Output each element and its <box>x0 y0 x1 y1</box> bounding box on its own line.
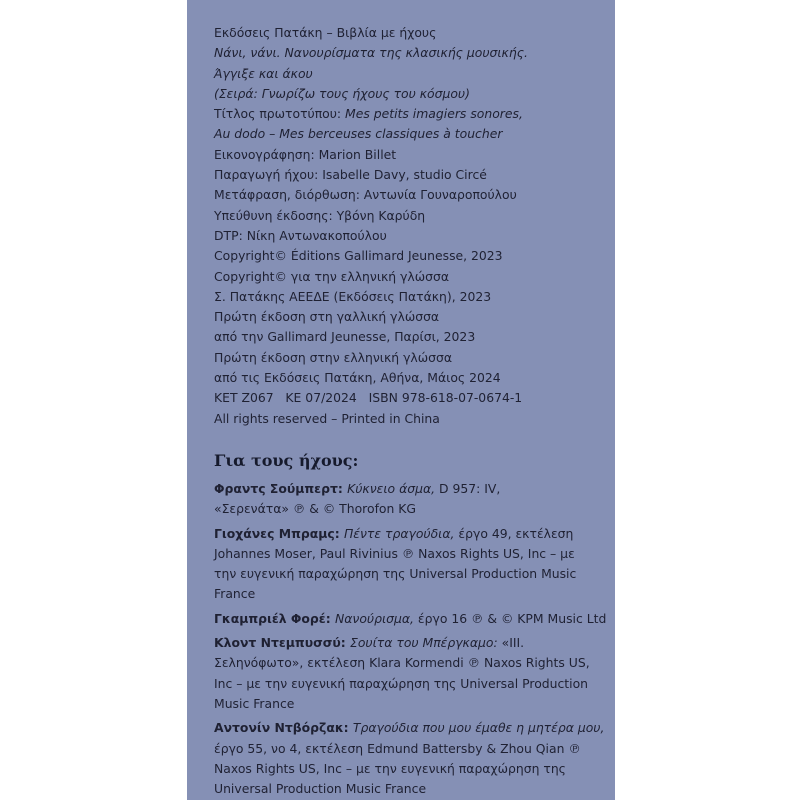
illustration-credit: Εικονογράφηση: Marion Billet <box>214 146 397 162</box>
sound-credit-entry <box>214 609 605 629</box>
sound-credit-entry <box>214 633 605 714</box>
sound-credit-line: Johannes Moser, Paul Rivinius ℗ Naxos Rights US, Inc – με <box>214 545 575 561</box>
composer-name: Αντονίν Ντβόρζακ: <box>214 720 353 736</box>
sound-credit-line <box>214 718 605 738</box>
work-details: έργο 49, εκτέλεση <box>454 525 574 541</box>
work-title: Κύκνειο άσμα, <box>347 480 436 496</box>
first-edition-gr-line-2: από τις Εκδόσεις Πατάκη, Αθήνα, Μάιος 2024 <box>214 370 501 386</box>
first-edition-fr-line-2: από την Gallimard Jeunesse, Παρίσι, 2023 <box>214 329 476 345</box>
work-details: «III. <box>497 635 525 651</box>
work-title: Σουίτα του Μπέργκαμο: <box>350 635 498 651</box>
sound-credit-entry <box>214 718 605 799</box>
sound-credit-line: Σεληνόφωτο», εκτέλεση Klara Kormendi ℗ Naxos Rights US, <box>214 655 590 671</box>
first-edition-fr-line-1: Πρώτη έκδοση στη γαλλική γλώσσα <box>214 309 440 325</box>
sound-credit-line: Inc – με την ευγενική παραχώρηση της Universal Production <box>214 675 589 691</box>
copyright-line-3: Σ. Πατάκης ΑΕΕΔΕ (Εκδόσεις Πατάκη), 2023 <box>214 288 492 304</box>
composer-name: Γκαμπριέλ Φορέ: <box>214 610 335 626</box>
original-title <box>214 104 605 124</box>
copyright-line-1: Copyright© Éditions Gallimard Jeunesse, 2023 <box>214 248 503 264</box>
work-details: έργο 16 ℗ & © KPM Music Ltd <box>413 610 607 626</box>
rights-line: All rights reserved – Printed in China <box>214 410 440 426</box>
sounds-heading: Για τους ήχους: <box>214 450 359 470</box>
copyright-line-2: Copyright© για την ελληνική γλώσσα <box>214 268 450 284</box>
sound-credit-line <box>214 524 605 544</box>
composer-name: Κλοντ Ντεμπυσσύ: <box>214 635 351 651</box>
sound-credit-entry <box>214 479 605 520</box>
original-title-text-2: Au dodo – Mes berceuses classiques à toucher <box>214 126 503 142</box>
catalog-codes: KET Z067 KE 07/2024 ISBN 978-618-07-0674-1 <box>214 390 523 406</box>
sound-credit-line: «Σερενάτα» ℗ & © Thorofon KG <box>214 501 417 517</box>
composer-name: Γιοχάνες Μπραμς: <box>214 525 344 541</box>
sound-credit-entry <box>214 524 605 605</box>
original-title-text-1: Mes petits imagiers sonores, <box>345 106 523 122</box>
colophon-panel <box>187 0 615 800</box>
sound-credit-line <box>214 609 605 629</box>
publisher-line: Εκδόσεις Πατάκη – Βιβλία με ήχους <box>214 25 437 40</box>
sound-credit-line: France <box>214 586 256 602</box>
composer-name: Φραντς Σούμπερτ: <box>214 480 348 496</box>
book-title-line-2: Άγγιξε και άκου <box>214 65 313 81</box>
sound-credit-line: την ευγενική παραχώρηση της Universal Production Music <box>214 566 577 582</box>
sound-credit-line <box>214 633 605 653</box>
editor-credit: Υπεύθυνη έκδοσης: Υβόνη Καρύδη <box>214 207 426 223</box>
sound-production-credit: Παραγωγή ήχου: Isabelle Davy, studio Circé <box>214 167 487 183</box>
first-edition-gr-line-1: Πρώτη έκδοση στην ελληνική γλώσσα <box>214 349 452 365</box>
work-title: Νανούρισμα, <box>334 610 414 626</box>
translation-credit: Μετάφραση, διόρθωση: Αντωνία Γουναροπούλου <box>214 187 517 203</box>
book-title-line-1: Νάνι, νάνι. Νανουρίσματα της κλασικής μουσικής. <box>214 45 528 61</box>
sound-credit-line <box>214 479 605 499</box>
sound-credit-line: Naxos Rights US, Inc – με την ευγενική παραχώρηση της <box>214 760 566 776</box>
series-line: (Σειρά: Γνωρίζω τους ήχους του κόσμου) <box>214 85 470 101</box>
sound-credit-line: έργο 55, νο 4, εκτέλεση Edmund Battersby & Zhou Qian ℗ <box>214 740 581 756</box>
work-details: D 957: IV, <box>435 480 501 496</box>
work-title: Τραγούδια που μου έμαθε η μητέρα μου, <box>352 720 605 736</box>
original-title-label: Τίτλος πρωτοτύπου: <box>214 106 346 122</box>
sound-credit-line: Music France <box>214 695 295 711</box>
work-title: Πέντε τραγούδια, <box>343 525 455 541</box>
dtp-credit: DTP: Νίκη Αντωνακοπούλου <box>214 227 387 243</box>
sound-credit-line: Universal Production Music France <box>214 781 427 797</box>
